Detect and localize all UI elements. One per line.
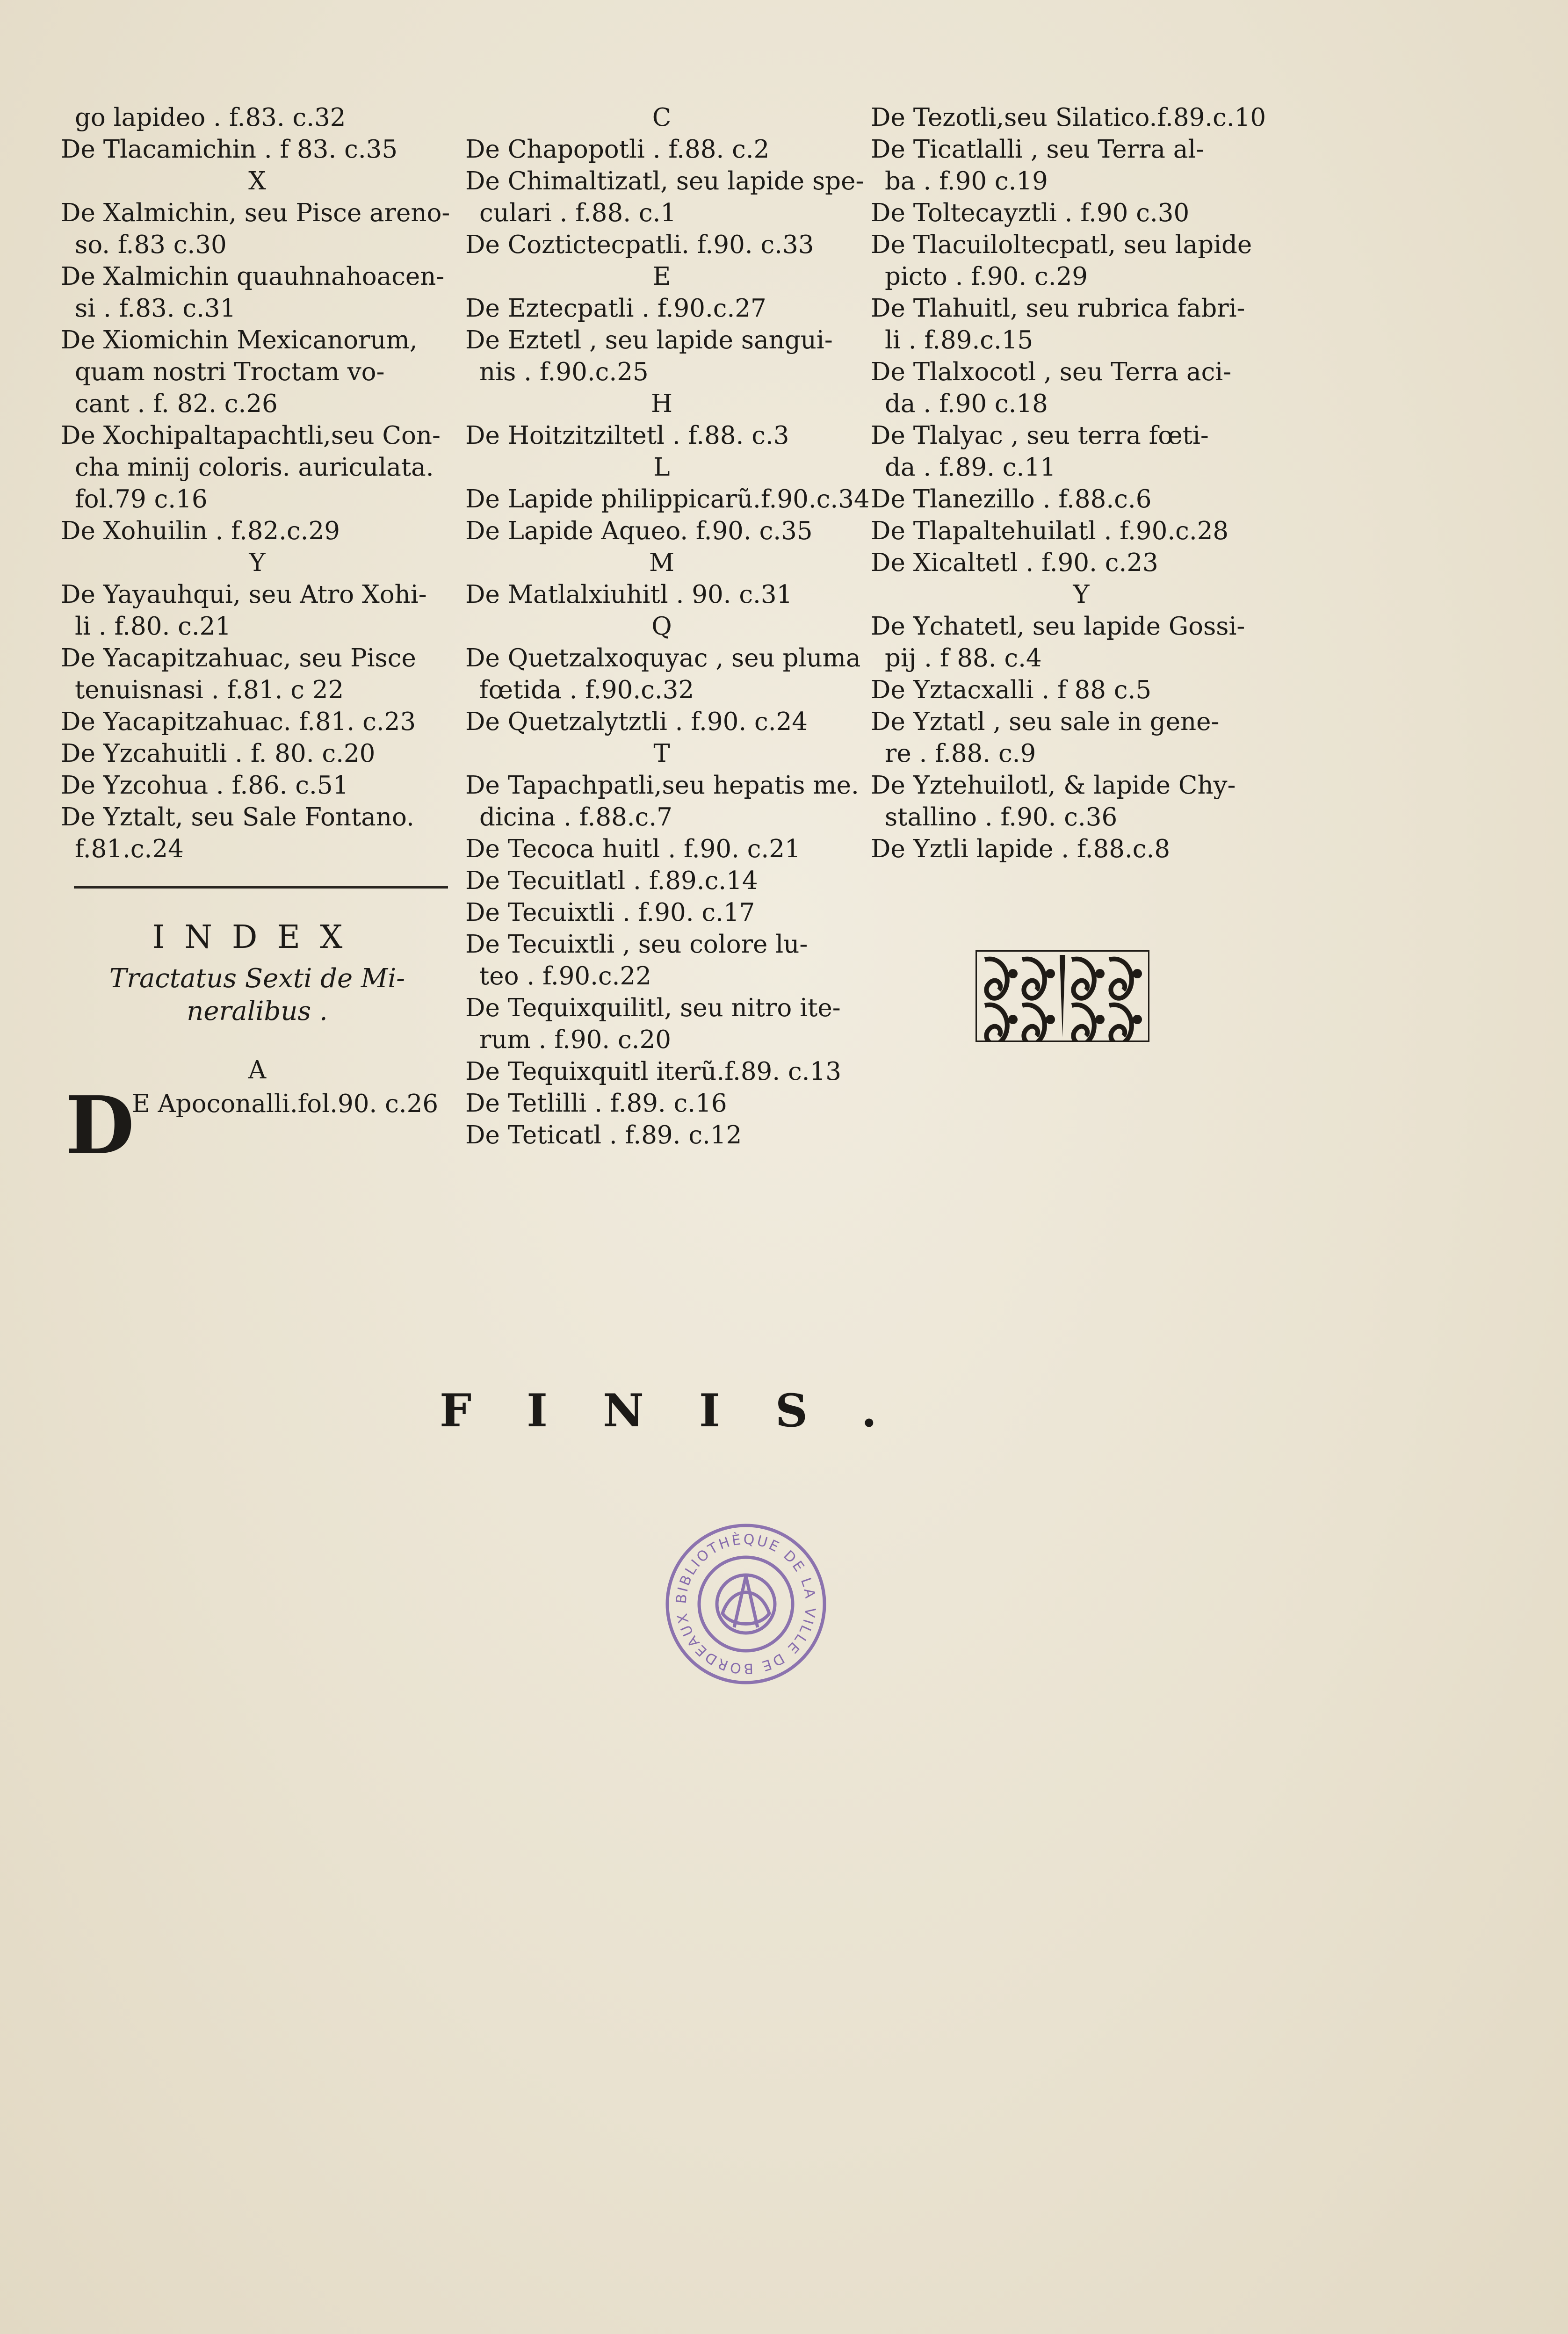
index-title: INDEX xyxy=(152,919,362,956)
section-divider-rule xyxy=(74,886,448,889)
index-entry-continuation: cha minij coloris. auriculata. xyxy=(75,453,434,482)
index-entry: De Yztatl , seu sale in gene- xyxy=(871,708,1220,736)
index-entry: De Tecoca huitl . f.90. c.21 xyxy=(465,835,801,863)
index-entry: De Tecuixtli , seu colore lu- xyxy=(465,930,808,959)
index-subtitle-line-1: Tractatus Sexti de Mi- xyxy=(109,963,405,994)
index-section-letter: E xyxy=(652,262,671,291)
index-entry: De Hoitzitziltetl . f.88. c.3 xyxy=(465,421,789,450)
index-entry: De Tlalyac , seu terra fœti- xyxy=(871,421,1209,450)
index-section-letter: T xyxy=(653,739,670,768)
index-section-letter: X xyxy=(248,167,266,195)
index-entry: De Tapachpatli,seu hepatis me. xyxy=(465,771,859,800)
index-entry: De Lapide Aqueo. f.90. c.35 xyxy=(465,517,813,545)
index-entry: De Matlalxiuhitl . 90. c.31 xyxy=(465,580,793,609)
index-section-letter: C xyxy=(652,103,672,132)
index-entry: De Ticatlalli , seu Terra al- xyxy=(871,135,1205,164)
index-entry: De Teticatl . f.89. c.12 xyxy=(465,1121,742,1149)
index-entry: De Quetzalytztli . f.90. c.24 xyxy=(465,708,808,736)
index-section-letter: Y xyxy=(249,549,266,577)
index-entry: De Lapide philippicarũ.f.90.c.34 xyxy=(465,485,870,513)
index-entry: De Tlanezillo . f.88.c.6 xyxy=(871,485,1152,513)
index-section-letter: Y xyxy=(1073,580,1090,609)
index-entry: De Yayauhqui, seu Atro Xohi- xyxy=(61,580,427,609)
index-entry: De Yztli lapide . f.88.c.8 xyxy=(871,835,1171,863)
index-entry-continuation: nis . f.90.c.25 xyxy=(479,358,649,386)
index-subtitle-line-2: neralibus . xyxy=(187,996,328,1026)
index-entry-continuation: culari . f.88. c.1 xyxy=(479,199,677,227)
index-entry-continuation: fœtida . f.90.c.32 xyxy=(479,676,694,704)
index-entry: De Tlacamichin . f 83. c.35 xyxy=(61,135,398,164)
index-entry-continuation: so. f.83 c.30 xyxy=(75,231,227,259)
index-entry-continuation: cant . f. 82. c.26 xyxy=(75,390,278,418)
index-entry: De Eztecpatli . f.90.c.27 xyxy=(465,294,766,323)
index-entry: De Tecuitlatl . f.89.c.14 xyxy=(465,867,758,895)
index-section-letter: H xyxy=(650,390,673,418)
index-entry: De Yzcohua . f.86. c.51 xyxy=(61,771,349,800)
index-entry-continuation: li . f.80. c.21 xyxy=(75,612,231,641)
index-entry-continuation: si . f.83. c.31 xyxy=(75,294,236,323)
index-entry-continuation: da . f.90 c.18 xyxy=(885,390,1048,418)
index-entry: De Xalmichin quauhnahoacen- xyxy=(61,262,445,291)
index-column-1 xyxy=(61,102,454,865)
index-entry: De Tetlilli . f.89. c.16 xyxy=(465,1089,727,1118)
index-section-letter: M xyxy=(649,549,675,577)
index-subtitle xyxy=(61,962,454,1028)
index-entry-continuation: stallino . f.90. c.36 xyxy=(885,803,1118,831)
index-entry-continuation: picto . f.90. c.29 xyxy=(885,262,1088,291)
index-entry: De Xalmichin, seu Pisce areno- xyxy=(61,199,450,227)
index-column-3 xyxy=(871,102,1292,865)
index-entry-continuation: rum . f.90. c.20 xyxy=(479,1026,671,1054)
index-entry: De Yzcahuitli . f. 80. c.20 xyxy=(61,739,376,768)
index-entry: De Quetzalxoquyac , seu pluma xyxy=(465,644,861,672)
index-entry: De Tlacuiloltecpatl, seu lapide xyxy=(871,231,1252,259)
index-entry: De Yztehuilotl, & lapide Chy- xyxy=(871,771,1236,800)
index-entry: De Xochipaltapachtli,seu Con- xyxy=(61,421,441,450)
finis-closing: FINIS. xyxy=(440,1384,932,1437)
library-stamp-text: BIBLIOTHÈQUE DE LA VILLE DE BORDEAUX xyxy=(673,1531,819,1677)
index-section-letter: L xyxy=(653,453,670,482)
index-entry-continuation: ba . f.90 c.19 xyxy=(885,167,1048,195)
index-entry-continuation: da . f.89. c.11 xyxy=(885,453,1056,482)
index-entry-continuation: fol.79 c.16 xyxy=(75,485,208,513)
index-entry: De Chimaltizatl, seu lapide spe- xyxy=(465,167,864,195)
index-entry-continuation: tenuisnasi . f.81. c 22 xyxy=(75,676,344,704)
index-entry: De Eztetl , seu lapide sangui- xyxy=(465,326,833,354)
index-entry: De Chapopotli . f.88. c.2 xyxy=(465,135,770,164)
index-entry: De Coztictecpatli. f.90. c.33 xyxy=(465,231,814,259)
index-entry-continuation: li . f.89.c.15 xyxy=(885,326,1033,354)
index-entry: De Tequixquilitl, seu nitro ite- xyxy=(465,994,841,1022)
library-stamp xyxy=(662,1520,830,1688)
first-index-entry: E Apoconalli.fol.90. c.26 xyxy=(132,1090,439,1118)
index-entry-continuation: teo . f.90.c.22 xyxy=(479,962,651,990)
index-entry: De Yacapitzahuac, seu Pisce xyxy=(61,644,416,672)
index-entry-continuation: go lapideo . f.83. c.32 xyxy=(75,103,346,132)
index-entry-continuation: pij . f 88. c.4 xyxy=(885,644,1042,672)
index-entry: De Tlahuitl, seu rubrica fabri- xyxy=(871,294,1245,323)
index-entry-continuation: dicina . f.88.c.7 xyxy=(479,803,672,831)
index-entry: De Yztacxalli . f 88 c.5 xyxy=(871,676,1152,704)
printers-ornament xyxy=(975,950,1149,1042)
index-section-letter: Q xyxy=(651,612,672,641)
index-entry: De Toltecayztli . f.90 c.30 xyxy=(871,199,1190,227)
index-section-letter: A xyxy=(248,1056,267,1084)
index-entry: De Tlalxocotl , seu Terra aci- xyxy=(871,358,1232,386)
svg-text:BIBLIOTHÈQUE DE LA VILLE DE BO xyxy=(673,1531,819,1676)
index-entry: De Yacapitzahuac. f.81. c.23 xyxy=(61,708,416,736)
drop-cap: D xyxy=(65,1079,135,1172)
index-entry: De Tezotli,seu Silatico.f.89.c.10 xyxy=(871,103,1266,132)
index-entry: De Tecuixtli . f.90. c.17 xyxy=(465,898,755,927)
index-entry-continuation: f.81.c.24 xyxy=(75,835,184,863)
index-entry: De Yztalt, seu Sale Fontano. xyxy=(61,803,414,831)
index-entry: De Tlapaltehuilatl . f.90.c.28 xyxy=(871,517,1229,545)
index-entry-continuation: re . f.88. c.9 xyxy=(885,739,1036,768)
index-entry: De Tequixquitl iterũ.f.89. c.13 xyxy=(465,1057,841,1086)
index-column-2 xyxy=(465,102,870,1151)
index-entry: De Xohuilin . f.82.c.29 xyxy=(61,517,340,545)
index-entry-continuation: quam nostri Troctam vo- xyxy=(75,358,385,386)
index-entry: De Xicaltetl . f.90. c.23 xyxy=(871,549,1158,577)
index-entry: De Ychatetl, seu lapide Gossi- xyxy=(871,612,1245,641)
index-entry: De Xiomichin Mexicanorum, xyxy=(61,326,418,354)
